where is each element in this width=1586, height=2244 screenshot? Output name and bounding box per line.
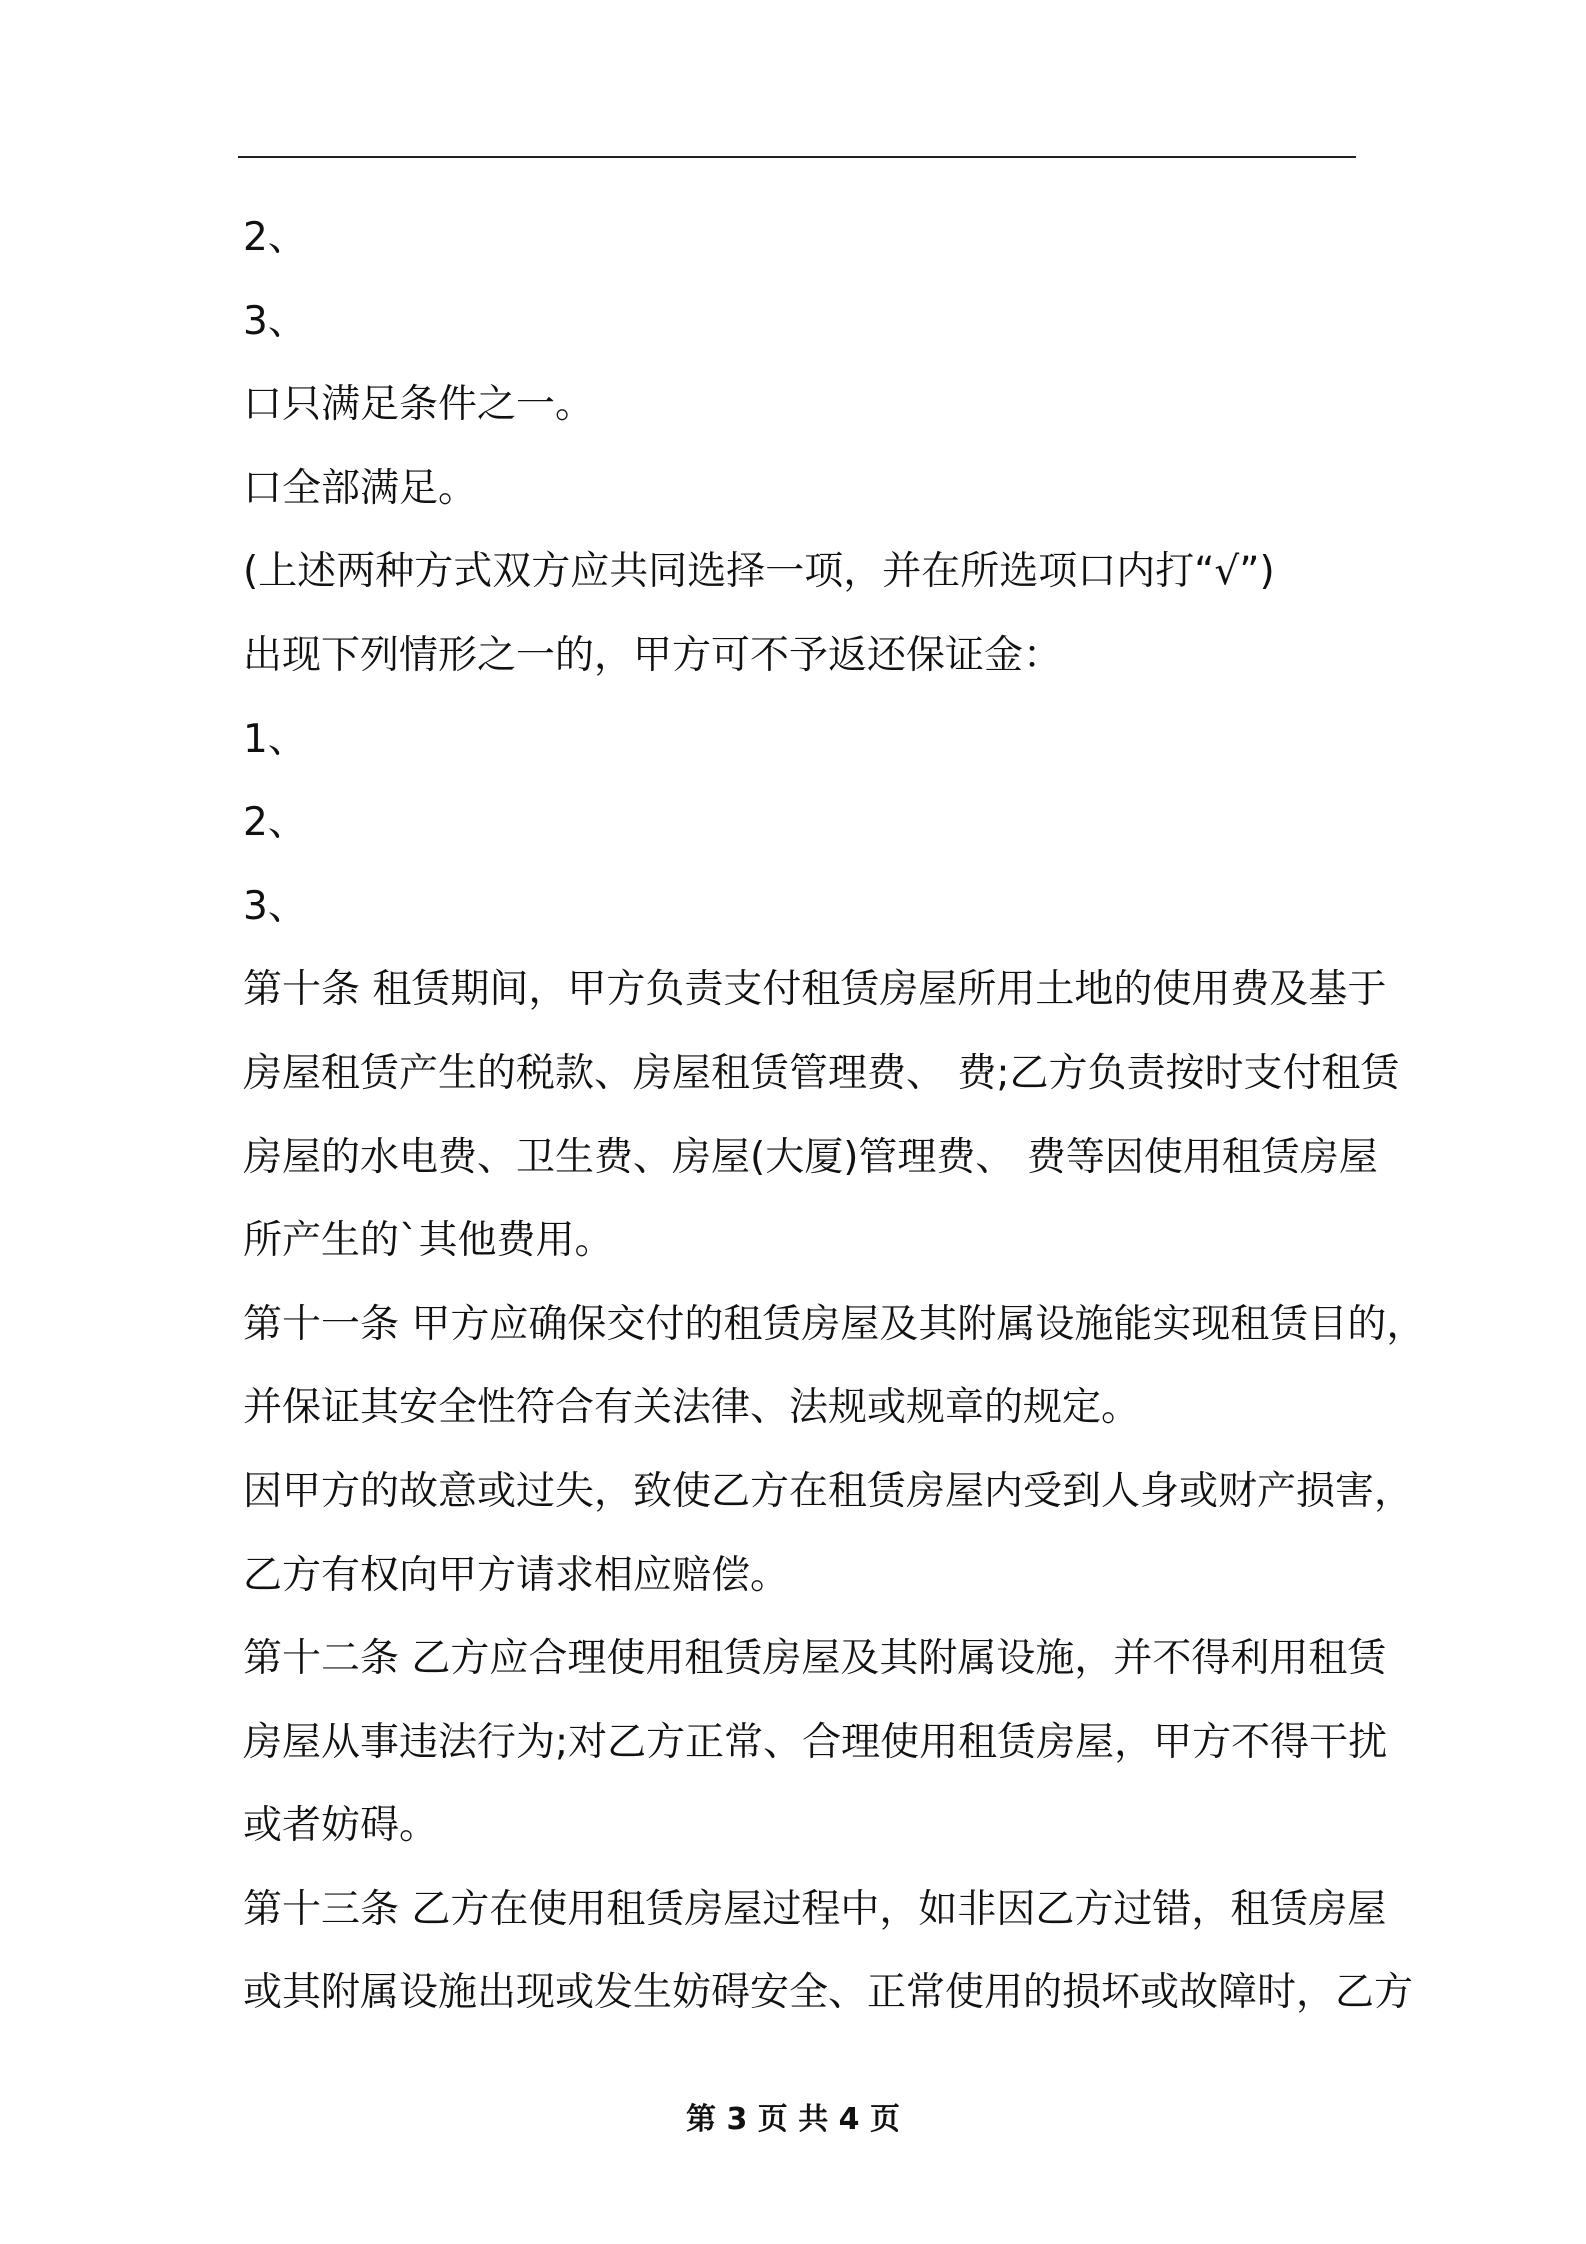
article-13-line: 或其附属设施出现或发生妨碍安全、正常使用的损坏或故障时，乙方 bbox=[243, 1970, 1414, 2016]
checkbox-option-line: 口只满足条件之一。 bbox=[243, 382, 595, 428]
article-12-line: 房屋从事违法行为;对乙方正常、合理使用租赁房屋，甲方不得干扰 bbox=[243, 1719, 1388, 1765]
checkbox-option-line: 口全部满足。 bbox=[243, 465, 478, 511]
article-13-line: 第十三条 乙方在使用租赁房屋过程中，如非因乙方过错，租赁房屋 bbox=[243, 1886, 1387, 1932]
text-line: 2、 bbox=[243, 215, 307, 260]
text-line: 1、 bbox=[243, 716, 307, 762]
article-10-line: 房屋的水电费、卫生费、房屋(大厦)管理费、 费等因使用租赁房屋 bbox=[243, 1134, 1378, 1180]
article-10-line: 第十条 租赁期间，甲方负责支付租赁房屋所用土地的使用费及基于 bbox=[243, 967, 1387, 1013]
article-10-line: 房屋租赁产生的税款、房屋租赁管理费、 费;乙方负责按时支付租赁 bbox=[243, 1050, 1400, 1096]
article-12-line: 第十二条 乙方应合理使用租赁房屋及其附属设施，并不得利用租赁 bbox=[243, 1636, 1387, 1682]
article-10-line: 所产生的`其他费用。 bbox=[243, 1218, 614, 1264]
document-body bbox=[243, 196, 1426, 2035]
text-line: 3、 bbox=[243, 298, 307, 344]
text-line: (上述两种方式双方应共同选择一项，并在所选项口内打“√”) bbox=[243, 549, 1275, 595]
article-11-line: 乙方有权向甲方请求相应赔偿。 bbox=[243, 1552, 790, 1598]
article-11-line: 因甲方的故意或过失，致使乙方在租赁房屋内受到人身或财产损害， bbox=[243, 1468, 1414, 1514]
header-rule bbox=[238, 156, 1356, 158]
text-line: 3、 bbox=[243, 883, 307, 929]
article-11-line: 并保证其安全性符合有关法律、法规或规章的规定。 bbox=[243, 1385, 1141, 1431]
article-12-line: 或者妨碍。 bbox=[243, 1803, 439, 1849]
text-line: 出现下列情形之一的，甲方可不予返还保证金： bbox=[243, 632, 1063, 678]
article-11-line: 第十一条 甲方应确保交付的租赁房屋及其附属设施能实现租赁目的， bbox=[243, 1301, 1426, 1347]
text-line: 2、 bbox=[243, 800, 307, 846]
page-number: 第 3 页 共 4 页 bbox=[686, 2102, 900, 2137]
